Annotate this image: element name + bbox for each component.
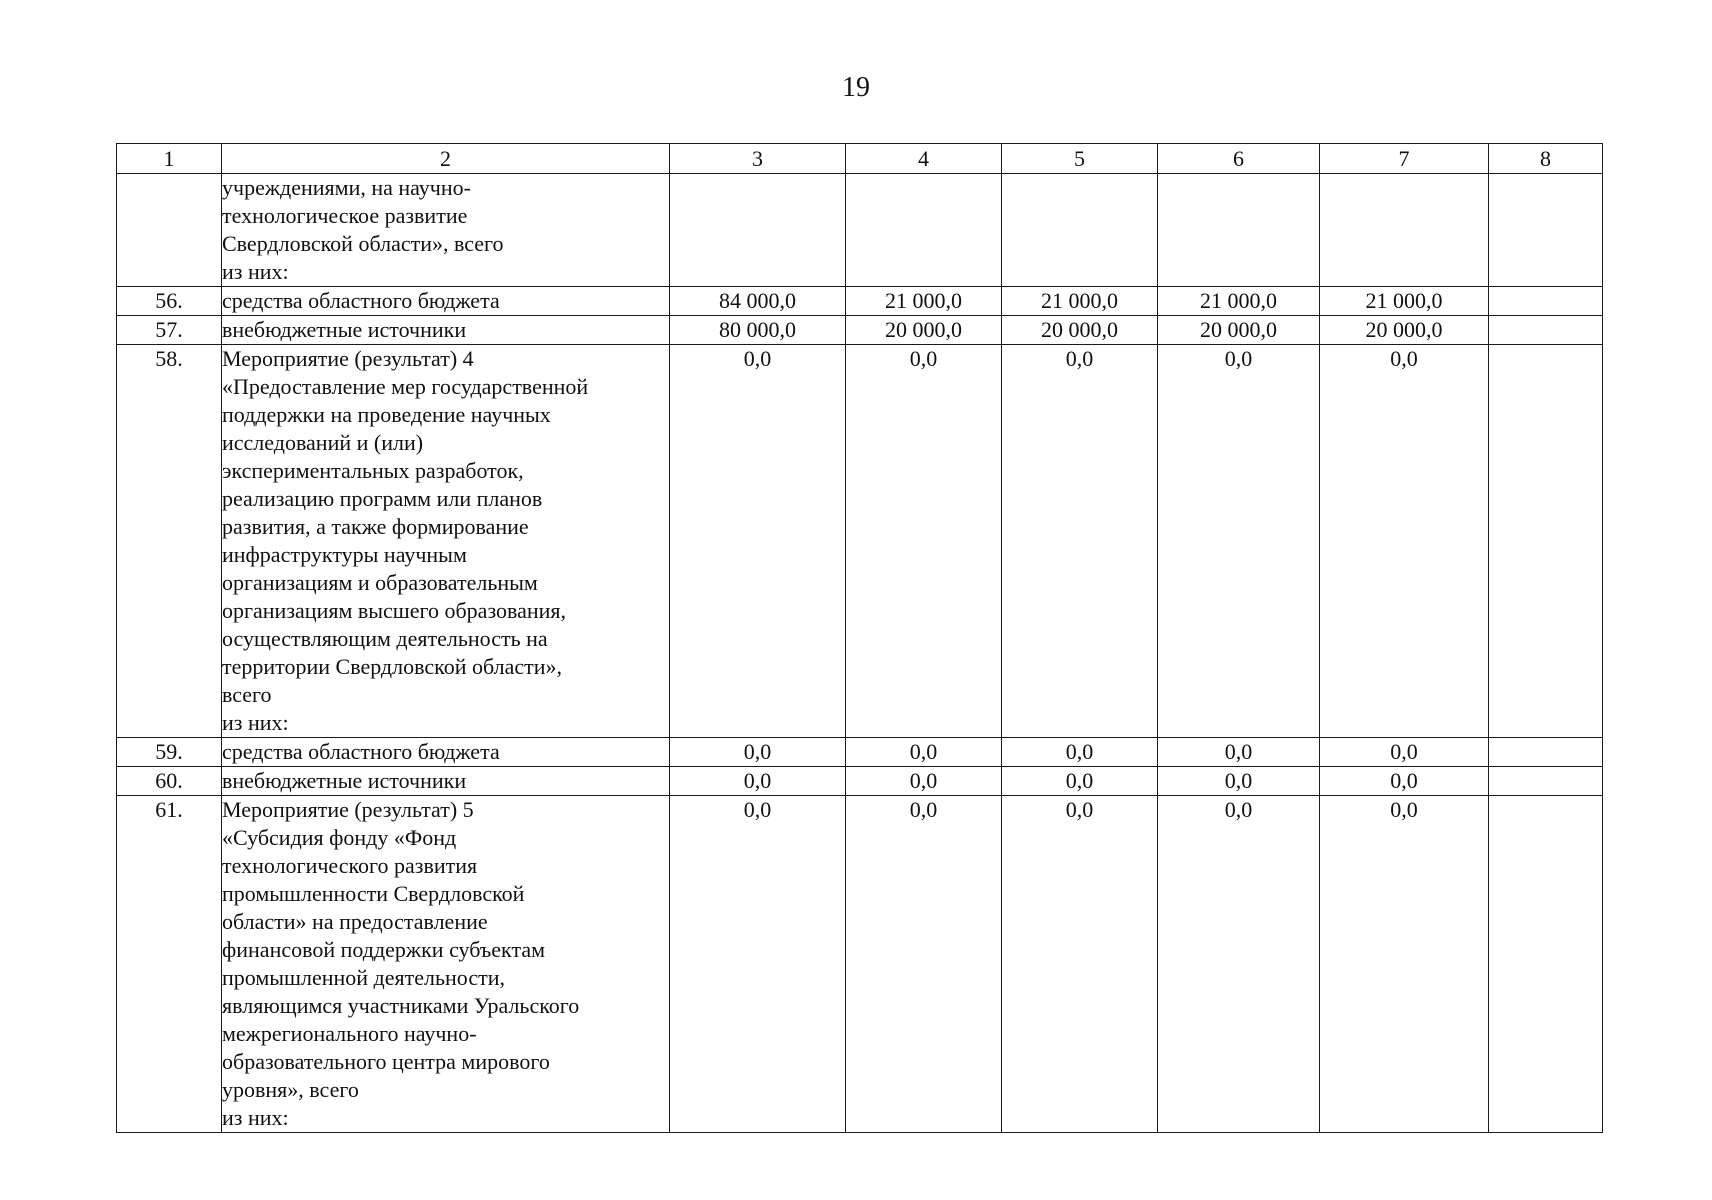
page-number: 19 — [842, 72, 870, 103]
value-cell: 0,0 — [1158, 345, 1320, 738]
row-description: внебюджетные источники — [222, 316, 670, 345]
row-description: Мероприятие (результат) 4 «Предоставление мер государственной поддержки на проведение научных исследований и (или) экспериментальных разработок, реализацию программ или планов развития, а также формирование инфраструктуры научным организациям и образовательным организациям высшего образования, осуществляющим деятельность на территории Свердловской области», всего из них: — [222, 345, 670, 738]
value-cell: 0,0 — [1320, 738, 1489, 767]
budget-table — [116, 143, 1603, 1133]
value-cell: 20 000,0 — [846, 316, 1002, 345]
value-cell: 20 000,0 — [1320, 316, 1489, 345]
column-header: 8 — [1489, 144, 1603, 174]
column-header: 3 — [670, 144, 846, 174]
table-row — [117, 287, 1603, 316]
value-cell — [1489, 767, 1603, 796]
row-description: внебюджетные источники — [222, 767, 670, 796]
table-row — [117, 738, 1603, 767]
row-number — [117, 174, 222, 287]
value-cell: 0,0 — [670, 796, 846, 1133]
value-cell: 0,0 — [1320, 767, 1489, 796]
column-header: 4 — [846, 144, 1002, 174]
row-description: средства областного бюджета — [222, 287, 670, 316]
row-number: 61. — [117, 796, 222, 1133]
value-cell: 0,0 — [846, 738, 1002, 767]
value-cell — [1489, 796, 1603, 1133]
table-row — [117, 767, 1603, 796]
value-cell: 0,0 — [670, 767, 846, 796]
value-cell: 80 000,0 — [670, 316, 846, 345]
value-cell — [846, 174, 1002, 287]
value-cell: 0,0 — [1158, 738, 1320, 767]
value-cell: 21 000,0 — [1320, 287, 1489, 316]
column-header: 7 — [1320, 144, 1489, 174]
value-cell — [1489, 174, 1603, 287]
value-cell: 21 000,0 — [1002, 287, 1158, 316]
value-cell: 0,0 — [670, 738, 846, 767]
value-cell: 0,0 — [1002, 796, 1158, 1133]
value-cell: 0,0 — [1158, 796, 1320, 1133]
row-description: средства областного бюджета — [222, 738, 670, 767]
value-cell: 0,0 — [670, 345, 846, 738]
row-number: 59. — [117, 738, 222, 767]
value-cell: 84 000,0 — [670, 287, 846, 316]
value-cell — [1320, 174, 1489, 287]
value-cell — [1489, 345, 1603, 738]
value-cell: 0,0 — [1320, 345, 1489, 738]
value-cell — [670, 174, 846, 287]
row-number: 58. — [117, 345, 222, 738]
column-header: 6 — [1158, 144, 1320, 174]
value-cell: 0,0 — [1002, 738, 1158, 767]
value-cell — [1489, 287, 1603, 316]
value-cell: 20 000,0 — [1002, 316, 1158, 345]
value-cell — [1489, 316, 1603, 345]
value-cell: 0,0 — [846, 345, 1002, 738]
value-cell: 0,0 — [1158, 767, 1320, 796]
value-cell: 21 000,0 — [1158, 287, 1320, 316]
value-cell: 0,0 — [1002, 345, 1158, 738]
table-row — [117, 796, 1603, 1133]
row-description: Мероприятие (результат) 5 «Субсидия фонду «Фонд технологического развития промышленности Свердловской области» на предоставление финансовой поддержки субъектам промышленной деятельности, являющимся участниками Уральского межрегионального научно- образовательного центра мирового уровня», всего из них: — [222, 796, 670, 1133]
column-header: 1 — [117, 144, 222, 174]
value-cell — [1002, 174, 1158, 287]
value-cell: 0,0 — [846, 796, 1002, 1133]
value-cell: 0,0 — [846, 767, 1002, 796]
value-cell: 20 000,0 — [1158, 316, 1320, 345]
column-header: 2 — [222, 144, 670, 174]
column-header: 5 — [1002, 144, 1158, 174]
value-cell: 21 000,0 — [846, 287, 1002, 316]
table-row — [117, 345, 1603, 738]
row-number: 57. — [117, 316, 222, 345]
row-number: 60. — [117, 767, 222, 796]
row-description: учреждениями, на научно- технологическое развитие Свердловской области», всего из них: — [222, 174, 670, 287]
value-cell — [1158, 174, 1320, 287]
value-cell: 0,0 — [1320, 796, 1489, 1133]
value-cell: 0,0 — [1002, 767, 1158, 796]
table-row — [117, 316, 1603, 345]
value-cell — [1489, 738, 1603, 767]
header-row — [117, 144, 1603, 174]
table-row — [117, 174, 1603, 287]
row-number: 56. — [117, 287, 222, 316]
